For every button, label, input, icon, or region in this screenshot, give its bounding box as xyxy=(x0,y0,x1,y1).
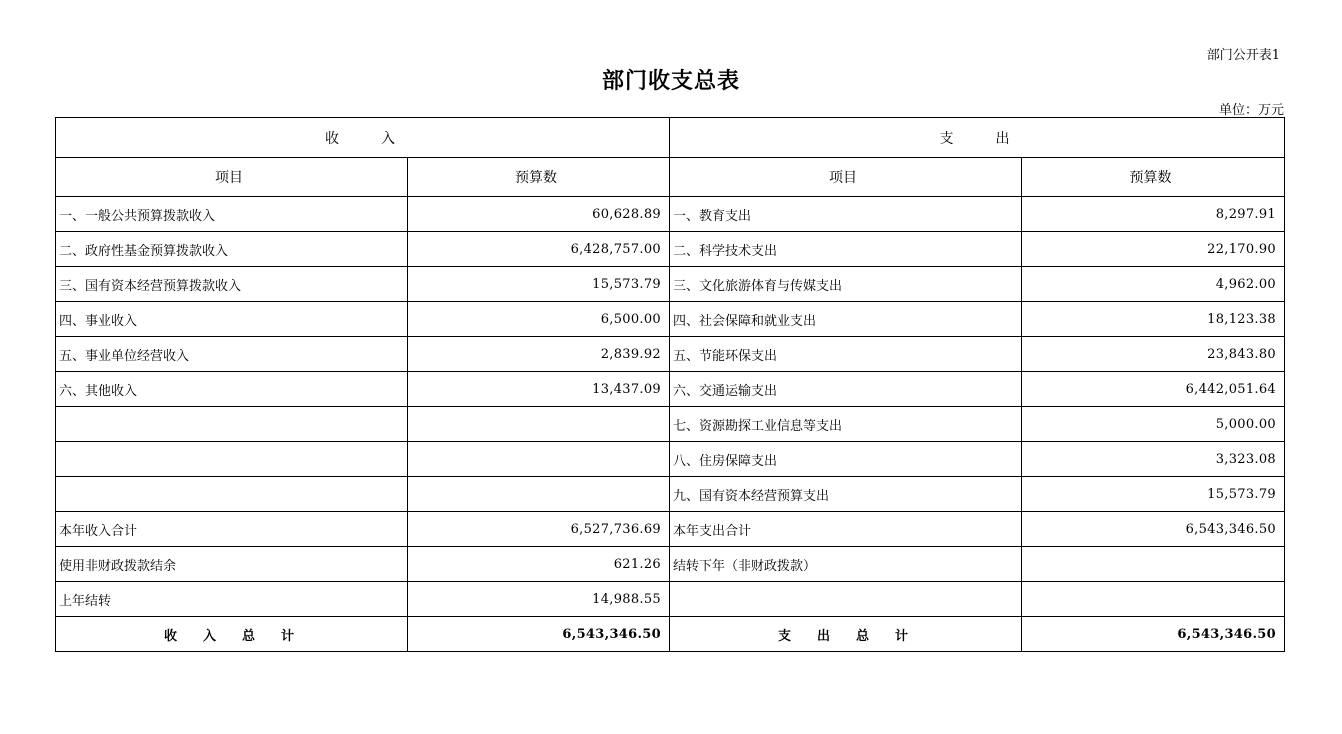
expense-item-cell: 六、交通运输支出 xyxy=(670,372,1022,407)
expense-amount-header: 预算数 xyxy=(1022,158,1285,197)
table-row xyxy=(56,372,1285,407)
income-amount-cell: 13,437.09 xyxy=(408,372,670,407)
income-item-cell: 四、事业收入 xyxy=(56,302,408,337)
expense-amount-cell: 23,843.80 xyxy=(1022,337,1285,372)
expense-item-cell: 七、资源勘探工业信息等支出 xyxy=(670,407,1022,442)
table-row xyxy=(56,442,1285,477)
income-amount-cell xyxy=(408,442,670,477)
expense-amount-cell: 6,442,051.64 xyxy=(1022,372,1285,407)
column-header-row xyxy=(56,158,1285,197)
unit-label: 单位：万元 xyxy=(1218,103,1284,118)
expense-item-cell: 一、教育支出 xyxy=(670,197,1022,232)
table-row xyxy=(56,512,1285,547)
expense-amount-cell: 8,297.91 xyxy=(1022,197,1285,232)
expense-amount-cell xyxy=(1022,582,1285,617)
page-title: 部门收支总表 xyxy=(601,69,740,94)
income-item-cell: 五、事业单位经营收入 xyxy=(56,337,408,372)
expense-amount-cell: 6,543,346.50 xyxy=(1022,512,1285,547)
form-number: 部门公开表1 xyxy=(1206,48,1280,63)
expense-item-cell: 四、社会保障和就业支出 xyxy=(670,302,1022,337)
expense-item-cell: 结转下年（非财政拨款） xyxy=(670,547,1022,582)
table-row xyxy=(56,407,1285,442)
expense-item-cell: 二、科学技术支出 xyxy=(670,232,1022,267)
expense-item-cell: 三、文化旅游体育与传媒支出 xyxy=(670,267,1022,302)
expense-amount-cell xyxy=(1022,547,1285,582)
expense-amount-cell: 18,123.38 xyxy=(1022,302,1285,337)
expense-section-header: 支 出 xyxy=(670,118,1285,158)
table-row xyxy=(56,302,1285,337)
table-row xyxy=(56,197,1285,232)
income-total-label: 收 入 总 计 xyxy=(56,617,408,652)
table-body xyxy=(56,197,1285,617)
income-item-cell: 使用非财政拨款结余 xyxy=(56,547,408,582)
income-item-cell: 上年结转 xyxy=(56,582,408,617)
income-amount-cell: 621.26 xyxy=(408,547,670,582)
grand-total-row xyxy=(56,617,1285,652)
section-header-row xyxy=(56,118,1285,158)
table-row xyxy=(56,267,1285,302)
income-amount-cell: 60,628.89 xyxy=(408,197,670,232)
budget-summary-table xyxy=(55,117,1285,652)
income-item-cell xyxy=(56,477,408,512)
income-amount-cell: 6,428,757.00 xyxy=(408,232,670,267)
income-section-header: 收 入 xyxy=(56,118,670,158)
expense-item-cell xyxy=(670,582,1022,617)
income-amount-cell: 6,527,736.69 xyxy=(408,512,670,547)
income-item-cell: 一、一般公共预算拨款收入 xyxy=(56,197,408,232)
table-row xyxy=(56,477,1285,512)
expense-amount-cell: 4,962.00 xyxy=(1022,267,1285,302)
income-item-cell: 六、其他收入 xyxy=(56,372,408,407)
income-amount-cell: 6,500.00 xyxy=(408,302,670,337)
expense-item-cell: 本年支出合计 xyxy=(670,512,1022,547)
table-row xyxy=(56,582,1285,617)
table-row xyxy=(56,547,1285,582)
expense-amount-cell: 22,170.90 xyxy=(1022,232,1285,267)
income-amount-header: 预算数 xyxy=(408,158,670,197)
expense-amount-cell: 5,000.00 xyxy=(1022,407,1285,442)
expense-amount-cell: 15,573.79 xyxy=(1022,477,1285,512)
expense-amount-cell: 3,323.08 xyxy=(1022,442,1285,477)
income-amount-cell: 14,988.55 xyxy=(408,582,670,617)
income-amount-cell xyxy=(408,477,670,512)
expense-item-cell: 八、住房保障支出 xyxy=(670,442,1022,477)
income-item-cell: 本年收入合计 xyxy=(56,512,408,547)
income-item-header: 项目 xyxy=(56,158,408,197)
expense-item-header: 项目 xyxy=(670,158,1022,197)
income-total-amount: 6,543,346.50 xyxy=(408,617,670,652)
table-row xyxy=(56,337,1285,372)
income-amount-cell: 2,839.92 xyxy=(408,337,670,372)
income-item-cell: 二、政府性基金预算拨款收入 xyxy=(56,232,408,267)
income-item-cell: 三、国有资本经营预算拨款收入 xyxy=(56,267,408,302)
table-row xyxy=(56,232,1285,267)
expense-total-label: 支 出 总 计 xyxy=(670,617,1022,652)
income-item-cell xyxy=(56,442,408,477)
income-item-cell xyxy=(56,407,408,442)
income-amount-cell xyxy=(408,407,670,442)
income-amount-cell: 15,573.79 xyxy=(408,267,670,302)
expense-total-amount: 6,543,346.50 xyxy=(1022,617,1285,652)
expense-item-cell: 九、国有资本经营预算支出 xyxy=(670,477,1022,512)
expense-item-cell: 五、节能环保支出 xyxy=(670,337,1022,372)
